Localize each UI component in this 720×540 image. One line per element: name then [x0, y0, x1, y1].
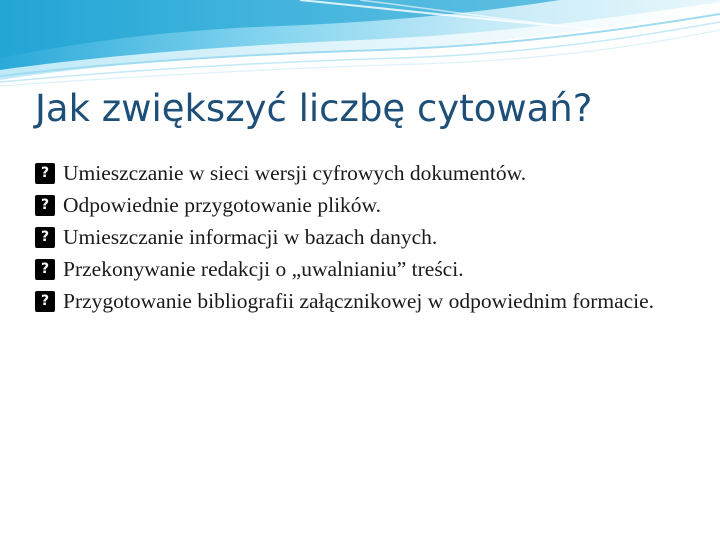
- missing-glyph-icon: [35, 163, 55, 184]
- missing-glyph-icon: [35, 259, 55, 280]
- bullet-item: [35, 192, 695, 220]
- bullet-list: [35, 160, 695, 320]
- bullet-text: Umieszczanie w sieci wersji cyfrowych dokumentów.: [63, 161, 527, 185]
- bullet-item: [35, 160, 695, 188]
- missing-glyph-icon: [35, 291, 55, 312]
- slide-title: Jak zwiększyć liczbę cytowań?: [35, 87, 593, 130]
- bullet-text: Odpowiednie przygotowanie plików.: [63, 192, 382, 217]
- bullet-item: [35, 288, 695, 316]
- bullet-item: [35, 256, 695, 284]
- bullet-text: Umieszczanie informacji w bazach danych.: [63, 224, 438, 249]
- bullet-item: [35, 224, 695, 252]
- missing-glyph-icon: [35, 195, 55, 216]
- missing-glyph-icon: [35, 227, 55, 248]
- bullet-text: Przekonywanie redakcji o „uwalnianiu” treści.: [63, 256, 464, 281]
- bullet-text: Przygotowanie bibliografii załącznikowej w odpowiednim formacie.: [63, 288, 655, 313]
